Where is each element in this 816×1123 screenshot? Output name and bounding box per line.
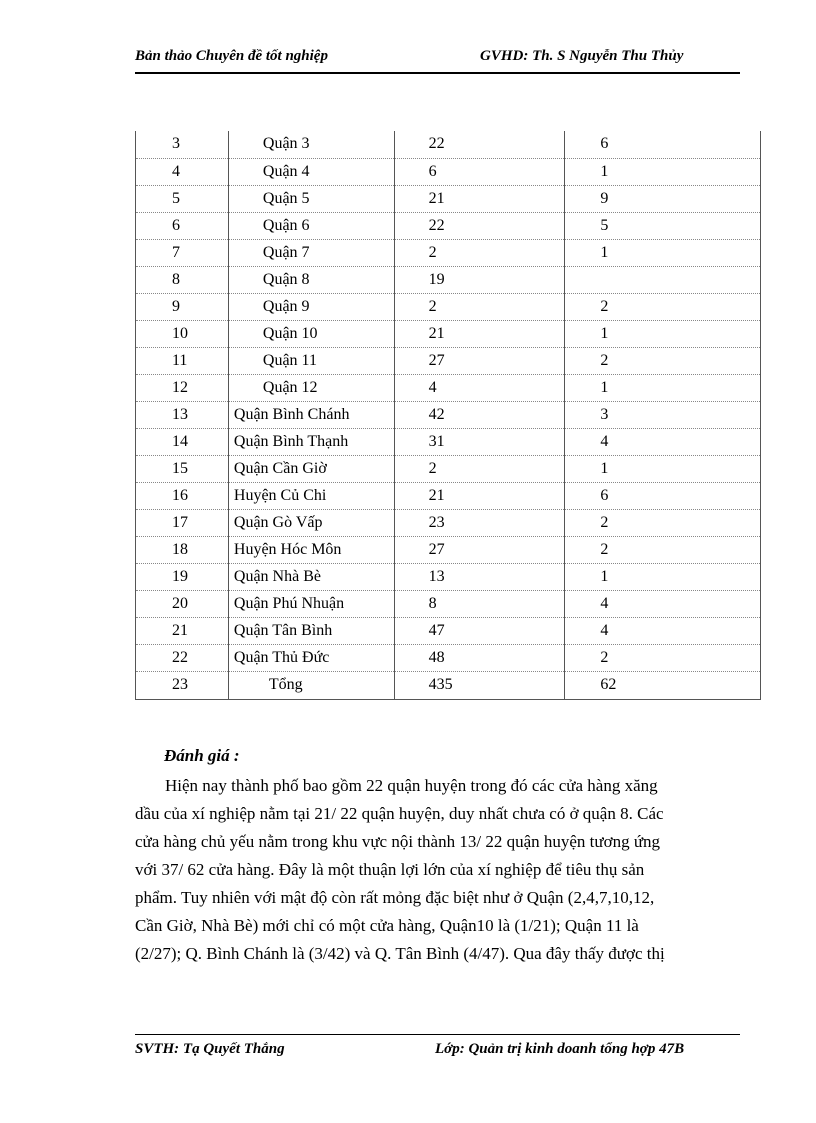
stores-value-cell: 19 bbox=[394, 266, 565, 293]
table-row bbox=[136, 239, 761, 266]
table-row bbox=[136, 374, 761, 401]
count-value-cell bbox=[565, 266, 761, 293]
stores-value-cell: 4 bbox=[394, 374, 565, 401]
stores-value-cell: 31 bbox=[394, 428, 565, 455]
footer-student: SVTH: Tạ Quyết Thắng bbox=[135, 1041, 285, 1057]
district-name-cell: Quận Phú Nhuận bbox=[228, 590, 394, 617]
row-number-cell: 13 bbox=[136, 401, 229, 428]
table-row bbox=[136, 401, 761, 428]
stores-value-cell: 13 bbox=[394, 563, 565, 590]
table-row bbox=[136, 455, 761, 482]
district-name-cell: Quận 9 bbox=[228, 293, 394, 320]
table-row bbox=[136, 644, 761, 671]
district-name-cell: Quận 4 bbox=[228, 158, 394, 185]
paragraph-line: Cần Giờ, Nhà Bè) mới chỉ có một cửa hàng, Quận10 là (1/21); Quận 11 là bbox=[135, 916, 639, 935]
district-name-cell: Huyện Củ Chi bbox=[228, 482, 394, 509]
stores-value-cell: 27 bbox=[394, 536, 565, 563]
row-number-cell: 21 bbox=[136, 617, 229, 644]
table-row bbox=[136, 320, 761, 347]
paragraph-line: (2/27); Q. Bình Chánh là (3/42) và Q. Tân Bình (4/47). Qua đây thấy được thị bbox=[135, 944, 665, 963]
paragraph-line: dầu của xí nghiệp nằm tại 21/ 22 quận huyện, duy nhất chưa có ở quận 8. Các bbox=[135, 804, 664, 823]
count-value-cell: 2 bbox=[565, 536, 761, 563]
stores-value-cell: 2 bbox=[394, 455, 565, 482]
stores-value-cell: 435 bbox=[394, 671, 565, 699]
row-number-cell: 9 bbox=[136, 293, 229, 320]
table-row bbox=[136, 158, 761, 185]
count-value-cell: 4 bbox=[565, 590, 761, 617]
district-name-cell: Quận Thủ Đức bbox=[228, 644, 394, 671]
count-value-cell: 3 bbox=[565, 401, 761, 428]
district-name-cell: Quận Nhà Bè bbox=[228, 563, 394, 590]
district-name-cell: Quận 6 bbox=[228, 212, 394, 239]
district-name-cell: Tổng bbox=[228, 671, 394, 699]
table-row bbox=[136, 293, 761, 320]
paragraph-line: Hiện nay thành phố bao gồm 22 quận huyện trong đó các cửa hàng xăng bbox=[165, 776, 658, 795]
stores-value-cell: 48 bbox=[394, 644, 565, 671]
count-value-cell: 62 bbox=[565, 671, 761, 699]
row-number-cell: 10 bbox=[136, 320, 229, 347]
row-number-cell: 15 bbox=[136, 455, 229, 482]
count-value-cell: 5 bbox=[565, 212, 761, 239]
row-number-cell: 23 bbox=[136, 671, 229, 699]
count-value-cell: 1 bbox=[565, 455, 761, 482]
table-row bbox=[136, 185, 761, 212]
district-name-cell: Quận 10 bbox=[228, 320, 394, 347]
row-number-cell: 4 bbox=[136, 158, 229, 185]
count-value-cell: 2 bbox=[565, 347, 761, 374]
district-name-cell: Huyện Hóc Môn bbox=[228, 536, 394, 563]
district-name-cell: Quận 5 bbox=[228, 185, 394, 212]
district-name-cell: Quận 12 bbox=[228, 374, 394, 401]
row-number-cell: 7 bbox=[136, 239, 229, 266]
district-name-cell: Quận Cần Giờ bbox=[228, 455, 394, 482]
table-row bbox=[136, 617, 761, 644]
paragraph-line: cửa hàng chủ yếu nằm trong khu vực nội thành 13/ 22 quận huyện tương ứng bbox=[135, 832, 661, 851]
stores-value-cell: 21 bbox=[394, 482, 565, 509]
count-value-cell: 1 bbox=[565, 374, 761, 401]
district-name-cell: Quận 8 bbox=[228, 266, 394, 293]
row-number-cell: 8 bbox=[136, 266, 229, 293]
table-total-row bbox=[136, 671, 761, 699]
stores-value-cell: 23 bbox=[394, 509, 565, 536]
stores-value-cell: 21 bbox=[394, 185, 565, 212]
count-value-cell: 9 bbox=[565, 185, 761, 212]
count-value-cell: 2 bbox=[565, 509, 761, 536]
table-row bbox=[136, 131, 761, 158]
district-store-table bbox=[135, 131, 761, 700]
table-row bbox=[136, 536, 761, 563]
table-row bbox=[136, 509, 761, 536]
footer-class: Lớp: Quản trị kinh doanh tổng hợp 47B bbox=[435, 1041, 685, 1057]
stores-value-cell: 22 bbox=[394, 131, 565, 158]
evaluation-paragraph bbox=[135, 772, 741, 968]
district-name-cell: Quận Bình Thạnh bbox=[228, 428, 394, 455]
row-number-cell: 20 bbox=[136, 590, 229, 617]
count-value-cell: 1 bbox=[565, 563, 761, 590]
count-value-cell: 1 bbox=[565, 320, 761, 347]
stores-value-cell: 42 bbox=[394, 401, 565, 428]
count-value-cell: 6 bbox=[565, 482, 761, 509]
table-row bbox=[136, 590, 761, 617]
row-number-cell: 19 bbox=[136, 563, 229, 590]
count-value-cell: 4 bbox=[565, 617, 761, 644]
count-value-cell: 1 bbox=[565, 239, 761, 266]
district-name-cell: Quận 11 bbox=[228, 347, 394, 374]
page-footer bbox=[135, 1034, 740, 1057]
row-number-cell: 6 bbox=[136, 212, 229, 239]
count-value-cell: 1 bbox=[565, 158, 761, 185]
district-name-cell: Quận Gò Vấp bbox=[228, 509, 394, 536]
district-name-cell: Quận 3 bbox=[228, 131, 394, 158]
row-number-cell: 22 bbox=[136, 644, 229, 671]
count-value-cell: 2 bbox=[565, 644, 761, 671]
stores-value-cell: 2 bbox=[394, 239, 565, 266]
table-row bbox=[136, 563, 761, 590]
count-value-cell: 2 bbox=[565, 293, 761, 320]
header-document-title: Bản thảo Chuyên đề tốt nghiệp bbox=[135, 48, 328, 64]
row-number-cell: 18 bbox=[136, 536, 229, 563]
row-number-cell: 17 bbox=[136, 509, 229, 536]
page-header bbox=[135, 48, 740, 74]
header-advisor: GVHD: Th. S Nguyễn Thu Thủy bbox=[480, 48, 684, 64]
district-name-cell: Quận Tân Bình bbox=[228, 617, 394, 644]
table-row bbox=[136, 212, 761, 239]
paragraph-line: với 37/ 62 cửa hàng. Đây là một thuận lợi lớn của xí nghiệp để tiêu thụ sản bbox=[135, 860, 645, 879]
district-name-cell: Quận 7 bbox=[228, 239, 394, 266]
paragraph-line: phẩm. Tuy nhiên với mật độ còn rất mỏng đặc biệt như ở Quận (2,4,7,10,12, bbox=[135, 888, 655, 907]
stores-value-cell: 47 bbox=[394, 617, 565, 644]
stores-value-cell: 6 bbox=[394, 158, 565, 185]
row-number-cell: 14 bbox=[136, 428, 229, 455]
row-number-cell: 12 bbox=[136, 374, 229, 401]
row-number-cell: 5 bbox=[136, 185, 229, 212]
row-number-cell: 16 bbox=[136, 482, 229, 509]
stores-value-cell: 22 bbox=[394, 212, 565, 239]
count-value-cell: 4 bbox=[565, 428, 761, 455]
stores-value-cell: 21 bbox=[394, 320, 565, 347]
evaluation-heading: Đánh giá : bbox=[164, 746, 240, 765]
district-name-cell: Quận Bình Chánh bbox=[228, 401, 394, 428]
stores-value-cell: 2 bbox=[394, 293, 565, 320]
row-number-cell: 3 bbox=[136, 131, 229, 158]
stores-value-cell: 8 bbox=[394, 590, 565, 617]
table-row bbox=[136, 428, 761, 455]
row-number-cell: 11 bbox=[136, 347, 229, 374]
count-value-cell: 6 bbox=[565, 131, 761, 158]
table-row bbox=[136, 266, 761, 293]
table-row bbox=[136, 347, 761, 374]
table-row bbox=[136, 482, 761, 509]
stores-value-cell: 27 bbox=[394, 347, 565, 374]
